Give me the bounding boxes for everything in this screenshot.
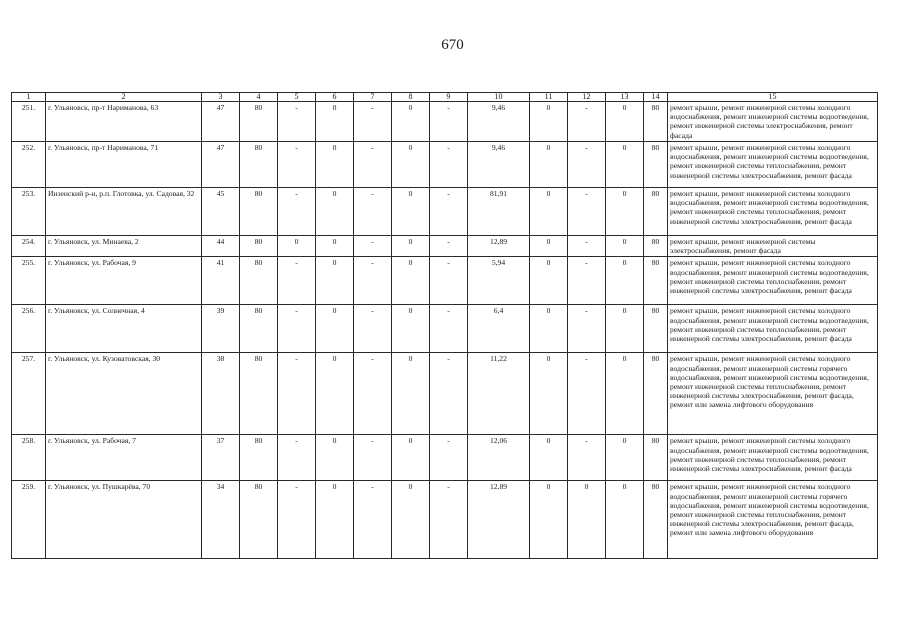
column-number-header: 14 [644, 93, 668, 102]
works-list-cell: ремонт крыши, ремонт инженерной системы холодного водоснабжения, ремонт инженерной системы водоотведения, ремонт инженерной системы теплоснабжения, ремонт инженерной системы электроснабжения, ремонт фасада [668, 257, 878, 305]
table-row [12, 142, 878, 188]
table-cell: - [354, 353, 392, 435]
table-cell: 12,89 [468, 481, 530, 559]
address-cell: г. Ульяновск, ул. Минаева, 2 [46, 236, 202, 257]
table-cell: 39 [202, 305, 240, 353]
table-row [12, 481, 878, 559]
column-number-header: 1 [12, 93, 46, 102]
table-cell: 0 [530, 142, 568, 188]
works-list-cell: ремонт крыши, ремонт инженерной системы холодного водоснабжения, ремонт инженерной системы водоотведения, ремонт инженерной системы теплоснабжения, ремонт инженерной системы электроснабжения, ремонт фасада [668, 142, 878, 188]
table-cell: - [430, 481, 468, 559]
table-cell: - [568, 257, 606, 305]
table-cell: 0 [530, 305, 568, 353]
table-cell: - [278, 481, 316, 559]
table-cell: 0 [606, 102, 644, 142]
table-cell: 0 [316, 142, 354, 188]
table-cell: 80 [240, 435, 278, 481]
table-cell: 0 [606, 236, 644, 257]
table-cell: 0 [392, 142, 430, 188]
table-cell: 80 [240, 236, 278, 257]
column-number-row [12, 93, 878, 102]
table-cell: 0 [392, 188, 430, 236]
table-cell: 0 [530, 257, 568, 305]
column-number-header: 3 [202, 93, 240, 102]
table-cell: - [430, 305, 468, 353]
table-cell: 0 [278, 236, 316, 257]
table-cell: 0 [530, 102, 568, 142]
address-cell: г. Ульяновск, пр-т Нариманова, 63 [46, 102, 202, 142]
column-number-header: 13 [606, 93, 644, 102]
table-cell: 0 [530, 435, 568, 481]
table-cell: 44 [202, 236, 240, 257]
table-cell: - [430, 236, 468, 257]
table-cell: - [354, 188, 392, 236]
table-row [12, 353, 878, 435]
works-list-cell: ремонт крыши, ремонт инженерной системы холодного водоснабжения, ремонт инженерной системы водоотведения, ремонт инженерной системы электроснабжения, ремонт фасада [668, 102, 878, 142]
table-cell: - [278, 188, 316, 236]
table-cell: 0 [606, 353, 644, 435]
works-list-cell: ремонт крыши, ремонт инженерной системы холодного водоснабжения, ремонт инженерной системы водоотведения, ремонт инженерной системы теплоснабжения, ремонт инженерной системы электроснабжения, ремонт фасада [668, 305, 878, 353]
table-cell: 11,22 [468, 353, 530, 435]
table-cell: 0 [392, 481, 430, 559]
row-number-cell: 252. [12, 142, 46, 188]
table-cell: - [278, 435, 316, 481]
works-list-cell: ремонт крыши, ремонт инженерной системы электроснабжения, ремонт фасада [668, 236, 878, 257]
table-cell: 9,46 [468, 142, 530, 188]
table-cell: 0 [568, 481, 606, 559]
table-cell: - [278, 353, 316, 435]
table-cell: 0 [316, 188, 354, 236]
table-cell: 0 [316, 102, 354, 142]
table-row [12, 188, 878, 236]
column-number-header: 2 [46, 93, 202, 102]
table-cell: - [354, 142, 392, 188]
table-cell: 80 [240, 257, 278, 305]
table-cell: - [278, 257, 316, 305]
table-cell: 80 [644, 142, 668, 188]
works-list-cell: ремонт крыши, ремонт инженерной системы холодного водоснабжения, ремонт инженерной системы водоотведения, ремонт инженерной системы теплоснабжения, ремонт инженерной системы электроснабжения, ремонт фасада [668, 188, 878, 236]
table-cell: - [568, 236, 606, 257]
table-cell: - [430, 435, 468, 481]
table-cell: - [354, 435, 392, 481]
column-number-header: 15 [668, 93, 878, 102]
table-cell: - [354, 481, 392, 559]
table-cell: 37 [202, 435, 240, 481]
table-row [12, 305, 878, 353]
table-cell: 80 [644, 353, 668, 435]
table-cell: 0 [606, 481, 644, 559]
address-cell: г. Ульяновск, пр-т Нариманова, 71 [46, 142, 202, 188]
table-cell: - [568, 142, 606, 188]
table-cell: 12,89 [468, 236, 530, 257]
row-number-cell: 251. [12, 102, 46, 142]
table-row [12, 102, 878, 142]
housing-repair-table [11, 92, 878, 559]
table-cell: 9,46 [468, 102, 530, 142]
row-number-cell: 255. [12, 257, 46, 305]
table-cell: - [354, 305, 392, 353]
works-list-cell: ремонт крыши, ремонт инженерной системы холодного водоснабжения, ремонт инженерной системы горячего водоснабжения, ремонт инженерной системы водоотведения, ремонт инженерной системы теплоснабжения, ремонт инженерной системы электроснабжения, ремонт фасада, ремонт или замена лифтового оборудования [668, 481, 878, 559]
table-cell: 0 [530, 236, 568, 257]
table-cell: 0 [316, 481, 354, 559]
table-cell: 0 [392, 305, 430, 353]
column-number-header: 7 [354, 93, 392, 102]
table-cell: - [354, 257, 392, 305]
column-number-header: 5 [278, 93, 316, 102]
table-cell: 80 [240, 188, 278, 236]
column-number-header: 12 [568, 93, 606, 102]
table-cell: 81,91 [468, 188, 530, 236]
row-number-cell: 258. [12, 435, 46, 481]
column-number-header: 8 [392, 93, 430, 102]
address-cell: г. Ульяновск, ул. Рабочая, 7 [46, 435, 202, 481]
table-cell: - [568, 353, 606, 435]
row-number-cell: 256. [12, 305, 46, 353]
table-cell: 0 [316, 236, 354, 257]
table-cell: - [430, 188, 468, 236]
address-cell: Инзенский р-н, р.п. Глотовка, ул. Садовая, 32 [46, 188, 202, 236]
works-list-cell: ремонт крыши, ремонт инженерной системы холодного водоснабжения, ремонт инженерной системы водоотведения, ремонт инженерной системы теплоснабжения, ремонт инженерной системы электроснабжения, ремонт фасада [668, 435, 878, 481]
table-row [12, 236, 878, 257]
table-cell: 12,06 [468, 435, 530, 481]
table-cell: - [430, 353, 468, 435]
table-cell: 80 [644, 236, 668, 257]
address-cell: г. Ульяновск, ул. Рабочая, 9 [46, 257, 202, 305]
table-cell: 0 [606, 142, 644, 188]
row-number-cell: 259. [12, 481, 46, 559]
table-cell: - [354, 236, 392, 257]
table-cell: 38 [202, 353, 240, 435]
works-list-cell: ремонт крыши, ремонт инженерной системы холодного водоснабжения, ремонт инженерной системы горячего водоснабжения, ремонт инженерной системы водоотведения, ремонт инженерной системы теплоснабжения, ремонт инженерной системы электроснабжения, ремонт фасада, ремонт или замена лифтового оборудования [668, 353, 878, 435]
table-cell: 80 [240, 305, 278, 353]
column-number-header: 11 [530, 93, 568, 102]
table-cell: 0 [530, 481, 568, 559]
table-cell: - [354, 102, 392, 142]
table-cell: 80 [644, 257, 668, 305]
table-cell: - [430, 102, 468, 142]
table-cell: 80 [644, 481, 668, 559]
table-cell: 0 [316, 435, 354, 481]
table-cell: 34 [202, 481, 240, 559]
table-cell: - [278, 102, 316, 142]
table-cell: 47 [202, 102, 240, 142]
address-cell: г. Ульяновск, ул. Кузоватовская, 30 [46, 353, 202, 435]
table-cell: 0 [316, 353, 354, 435]
table-cell: - [568, 435, 606, 481]
table-cell: 80 [644, 305, 668, 353]
table-cell: 0 [392, 257, 430, 305]
table-cell: - [278, 142, 316, 188]
table-cell: 0 [392, 236, 430, 257]
table-cell: - [568, 102, 606, 142]
table-cell: 41 [202, 257, 240, 305]
table-cell: 0 [316, 305, 354, 353]
column-number-header: 6 [316, 93, 354, 102]
column-number-header: 10 [468, 93, 530, 102]
table-cell: 80 [240, 353, 278, 435]
table-cell: 45 [202, 188, 240, 236]
table-cell: 6,4 [468, 305, 530, 353]
table-cell: 0 [606, 257, 644, 305]
address-cell: г. Ульяновск, ул. Солнечная, 4 [46, 305, 202, 353]
table-cell: - [430, 257, 468, 305]
table-cell: 0 [530, 188, 568, 236]
column-number-header: 4 [240, 93, 278, 102]
row-number-cell: 257. [12, 353, 46, 435]
table-cell: 80 [240, 142, 278, 188]
table-cell: 80 [644, 188, 668, 236]
address-cell: г. Ульяновск, ул. Пушкарёва, 70 [46, 481, 202, 559]
table-cell: 47 [202, 142, 240, 188]
table-cell: - [278, 305, 316, 353]
table-cell: 0 [392, 435, 430, 481]
table-cell: 80 [644, 102, 668, 142]
table-cell: - [430, 142, 468, 188]
table-cell: 0 [606, 188, 644, 236]
table-cell: - [568, 305, 606, 353]
table-cell: 80 [644, 435, 668, 481]
table-cell: - [568, 188, 606, 236]
column-number-header: 9 [430, 93, 468, 102]
table-cell: 80 [240, 481, 278, 559]
page-number: 670 [441, 37, 464, 53]
row-number-cell: 253. [12, 188, 46, 236]
table-cell: 0 [392, 353, 430, 435]
table-row [12, 257, 878, 305]
table-cell: 0 [530, 353, 568, 435]
row-number-cell: 254. [12, 236, 46, 257]
table-cell: 5,94 [468, 257, 530, 305]
table-cell: 0 [392, 102, 430, 142]
table-cell: 0 [606, 435, 644, 481]
table-cell: 0 [316, 257, 354, 305]
table-row [12, 435, 878, 481]
table-cell: 0 [606, 305, 644, 353]
table-cell: 80 [240, 102, 278, 142]
